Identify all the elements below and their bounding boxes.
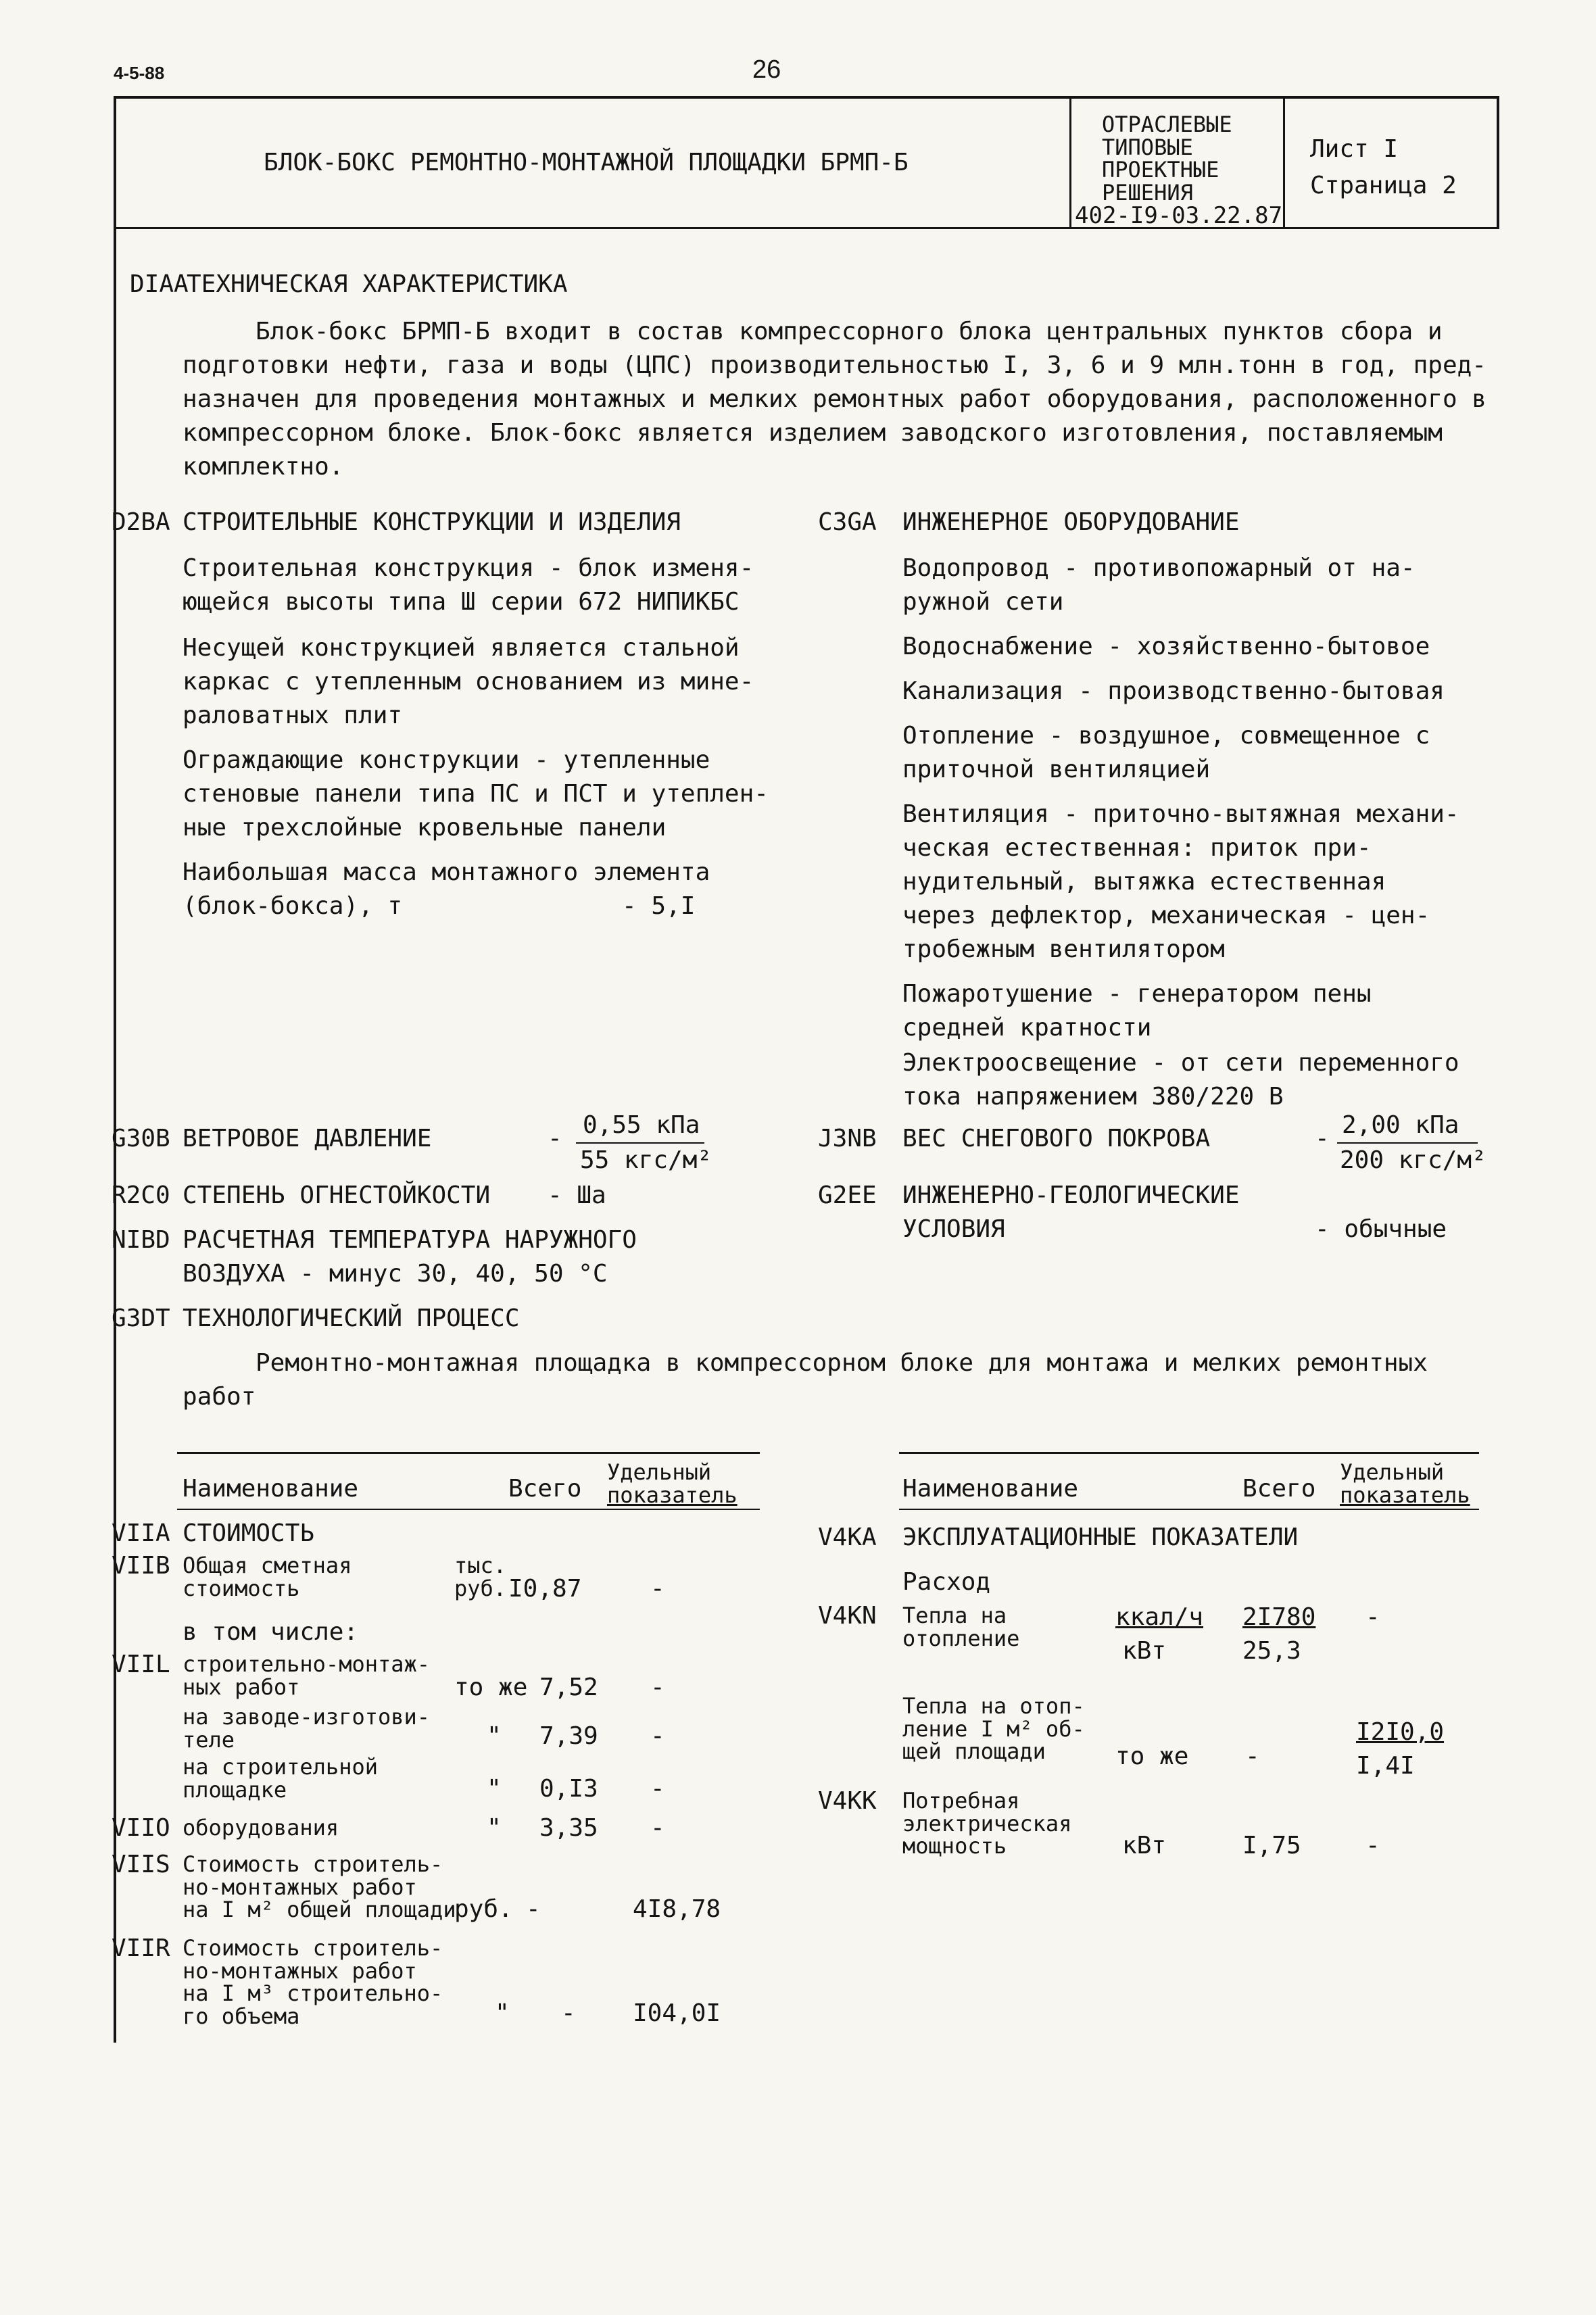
cost-row-spec: -	[650, 1674, 665, 1701]
series-label	[1102, 114, 1232, 204]
cost-row-name-line: ных работ	[183, 1674, 300, 1700]
snow-label: ВЕС СНЕГОВОГО ПОКРОВА	[902, 1125, 1211, 1152]
series-line-4: РЕШЕНИЯ	[1102, 179, 1193, 205]
eng-vent-5: тробежным вентилятором	[902, 935, 1225, 963]
series-line-3: ПРОЕКТНЫЕ	[1102, 157, 1219, 183]
cost-row-name-line: теле	[183, 1726, 235, 1753]
wind-value-kpa: 0,55 кПа	[583, 1111, 700, 1139]
eng-light-1: Электроосвещение - от сети переменного	[902, 1049, 1459, 1077]
process-code: G3DT	[112, 1305, 170, 1332]
ops-power-total: I,75	[1242, 1832, 1301, 1859]
eng-vent-4: через дефлектор, механическая - цен-	[902, 902, 1430, 929]
cost-row-name-line: но-монтажных работ	[183, 1957, 417, 1984]
eng-fire-1: Пожаротушение - генератором пены	[902, 980, 1372, 1008]
ops-power-name	[902, 1790, 1071, 1858]
ops-heat-unit-1: ккал/ч	[1115, 1603, 1204, 1631]
ops-section-code: V4KA	[818, 1524, 877, 1551]
cost-row-unit: руб.	[454, 1895, 513, 1923]
eng-light-2: тока напряжением 380/220 В	[902, 1083, 1284, 1111]
cost-row-total: I0,87	[508, 1575, 582, 1603]
cost-section-code: VIIA	[112, 1519, 170, 1547]
geo-label: ИНЖЕНЕРНО-ГЕОЛОГИЧЕСКИЕ	[902, 1181, 1240, 1209]
page-number: 26	[752, 55, 781, 84]
cost-row-spec: -	[650, 1775, 665, 1803]
cost-row-name-line: Стоимость строитель-	[183, 1935, 443, 1961]
cost-row-name-line: го объема	[183, 2003, 300, 2029]
geo-label-2: УСЛОВИЯ	[902, 1215, 1005, 1243]
section-title-engineering: ИНЖЕНЕРНОЕ ОБОРУДОВАНИЕ	[902, 508, 1240, 536]
cost-header-spec-2: показатель	[607, 1482, 737, 1508]
cost-header-spec-1: Удельный	[607, 1459, 712, 1485]
eng-heat-1: Отопление - воздушное, совмещенное с	[902, 722, 1430, 750]
eng-fire-2: средней кратности	[902, 1014, 1152, 1042]
ops-heat-area-name-line: щей площади	[902, 1738, 1046, 1765]
temp-label-2: ВОЗДУХА - минус 30, 40, 50 °С	[183, 1260, 608, 1288]
tech-line-4: компрессорном блоке. Блок-бокс является изделием заводского изготовления, поставляемым	[183, 419, 1443, 447]
ops-heat-spec: -	[1365, 1603, 1380, 1631]
cost-row-name	[183, 1706, 430, 1751]
ops-heat-area-spec-2: I,4I	[1356, 1752, 1415, 1780]
cost-row-unit-line: тыс.	[454, 1553, 507, 1578]
section-code-tech: DIAA	[130, 270, 189, 298]
cost-row-spec: I04,0I	[633, 1999, 721, 2027]
eng-water-2: ружной сети	[902, 588, 1064, 616]
cost-row-spec: -	[650, 1575, 665, 1603]
constr-mass-value: - 5,I	[622, 892, 696, 920]
fire-code: R2C0	[112, 1181, 170, 1209]
cost-row-code: VIIL	[112, 1651, 170, 1678]
wind-fraction-line	[576, 1142, 704, 1144]
geo-value: - обычные	[1315, 1215, 1447, 1243]
cost-header-spec	[607, 1461, 737, 1507]
cost-row-code: VIIR	[112, 1934, 170, 1962]
process-line-1: Ремонтно-монтажная площадка в компрессорном блоке для монтажа и мелких ремонтных	[256, 1349, 1428, 1377]
cost-section-label: СТОИМОСТЬ	[183, 1519, 315, 1547]
ops-heat-unit-2: кВт	[1122, 1637, 1167, 1665]
ops-power-name-line: мощность	[902, 1833, 1007, 1859]
cost-row-code: VIIO	[112, 1814, 170, 1842]
cost-row-name-line: Общая сметная	[183, 1553, 352, 1578]
cost-row-spec: -	[650, 1814, 665, 1842]
ops-header-spec-1: Удельный	[1340, 1459, 1445, 1485]
constr-1-1: Строительная конструкция - блок изменя-	[183, 554, 754, 582]
wind-value-kgs: 55 кгс/м²	[580, 1146, 712, 1174]
snow-fraction-line	[1337, 1142, 1478, 1144]
constr-3-2: стеновые панели типа ПС и ПСТ и утеплен-	[183, 780, 769, 808]
cost-row-total: 3,35	[539, 1814, 598, 1842]
cost-row-name-line: но-монтажных работ	[183, 1874, 417, 1900]
eng-vent-1: Вентиляция - приточно-вытяжная механи-	[902, 800, 1459, 828]
snow-value-kpa: 2,00 кПа	[1342, 1111, 1459, 1139]
ops-heat-area-name-line: ление I м² об-	[902, 1715, 1085, 1742]
ops-heat-area-spec-1: I2I0,0	[1356, 1718, 1445, 1746]
cost-row-unit: "	[487, 1775, 502, 1803]
cost-row-including: в том числе:	[183, 1618, 359, 1646]
series-line-2: ТИПОВЫЕ	[1102, 134, 1193, 160]
constr-2-2: каркас с утепленным основанием из мине-	[183, 668, 754, 696]
cost-row-unit-line: руб.	[454, 1575, 507, 1601]
cost-row-code: VIIS	[112, 1851, 170, 1878]
cost-row-total: 7,39	[539, 1722, 598, 1750]
constr-3-1: Ограждающие конструкции - утепленные	[183, 746, 710, 774]
series-code: 402-I9-03.22.87	[1075, 202, 1283, 229]
cost-row-total: -	[561, 1999, 576, 2027]
snow-value-kgs: 200 кгс/м²	[1340, 1146, 1486, 1174]
constr-2-3: раловатных плит	[183, 702, 403, 729]
fire-label: СТЕПЕНЬ ОГНЕСТОЙКОСТИ	[183, 1181, 491, 1209]
cost-row-spec: 4I8,78	[633, 1895, 721, 1923]
cost-row-name-line: на строительной	[183, 1754, 378, 1780]
ops-heat-name	[902, 1605, 1019, 1650]
cost-header-name: Наименование	[183, 1475, 359, 1503]
cost-header-total: Всего	[508, 1475, 582, 1503]
cost-row-name-line: Стоимость строитель-	[183, 1851, 443, 1877]
constr-1-2: ющейся высоты типа Ш серии 672 НИПИКБС	[183, 588, 740, 616]
wind-dash: -	[548, 1125, 562, 1152]
tech-line-5: комплектно.	[183, 453, 344, 481]
cost-row-name-line: на I м² общей площади	[183, 1897, 456, 1923]
ops-header-spec	[1340, 1461, 1470, 1507]
cost-row-spec: -	[650, 1722, 665, 1750]
cost-row-name: оборудования	[183, 1815, 339, 1841]
document-title: БЛОК-БОКС РЕМОНТНО-МОНТАЖНОЙ ПЛОЩАДКИ БРМП-Б	[264, 149, 909, 176]
ops-heat-name-line: Тепла на	[902, 1603, 1007, 1628]
page-label: Страница 2	[1310, 172, 1457, 199]
cost-row-code: VIIB	[112, 1552, 170, 1580]
cost-row-name-line: на I м³ строительно-	[183, 1980, 443, 2007]
cost-row-name	[183, 1756, 378, 1801]
ops-header-spec-2: показатель	[1340, 1482, 1470, 1508]
tech-line-3: назначен для проведения монтажных и мелких ремонтных работ оборудования, расположенного в	[183, 385, 1486, 413]
process-line-2: работ	[183, 1383, 256, 1411]
ops-heat-total-2: 25,3	[1242, 1637, 1301, 1665]
cost-row-unit: то же	[454, 1674, 528, 1701]
cost-row-unit: "	[487, 1814, 502, 1842]
section-code-engineering: C3GA	[818, 508, 877, 536]
eng-sewer: Канализация - производственно-бытовая	[902, 677, 1445, 705]
eng-water-1: Водопровод - противопожарный от на-	[902, 554, 1416, 582]
cost-row-unit: "	[495, 1999, 510, 2027]
tech-line-2: подготовки нефти, газа и воды (ЦПС) производительностью I, 3, 6 и 9 млн.тонн в год, пред-	[183, 351, 1486, 379]
cost-row-total: -	[526, 1895, 541, 1923]
constr-3-3: ные трехслойные кровельные панели	[183, 814, 667, 842]
ops-power-spec: -	[1365, 1832, 1380, 1859]
cost-row-name-line: строительно-монтаж-	[183, 1651, 431, 1677]
constr-2-1: Несущей конструкцией является стальной	[183, 634, 740, 662]
ops-power-unit: кВт	[1122, 1832, 1167, 1859]
ops-heat-total-1: 2I780	[1242, 1603, 1316, 1631]
wind-code: G30B	[112, 1125, 170, 1152]
temp-code: NIBD	[112, 1226, 170, 1254]
ops-header-total: Всего	[1242, 1475, 1316, 1503]
ops-heat-area-unit: то же	[1115, 1743, 1189, 1770]
sheet-label: Лист I	[1310, 135, 1399, 163]
tech-line-1: Блок-бокс БРМП-Б входит в состав компрессорного блока центральных пунктов сбора и	[256, 318, 1443, 345]
cost-row-unit: "	[487, 1722, 502, 1750]
constr-4-1: Наибольшая масса монтажного элемента	[183, 858, 710, 886]
cost-row-name-line: стоимость	[183, 1575, 300, 1601]
ops-power-code: V4KK	[818, 1787, 877, 1815]
eng-heat-2: приточной вентиляцией	[902, 756, 1211, 783]
series-line-1: ОТРАСЛЕВЫЕ	[1102, 112, 1232, 137]
ops-heat-code: V4KN	[818, 1602, 877, 1630]
cost-row-total: 0,I3	[539, 1775, 598, 1803]
ops-heat-area-total: -	[1245, 1743, 1260, 1770]
cost-row-name	[183, 1555, 352, 1600]
section-code-constructions: D2BA	[112, 508, 170, 536]
section-title-tech: ТЕХНИЧЕСКАЯ ХАРАКТЕРИСТИКА	[187, 270, 568, 298]
ops-heat-area-name	[902, 1695, 1085, 1763]
ops-power-name-line: Потребная	[902, 1788, 1020, 1813]
fire-value: - Шa	[548, 1181, 606, 1209]
ops-power-name-line: электрическая	[902, 1810, 1072, 1836]
snow-dash: -	[1315, 1125, 1330, 1152]
ops-header-name: Наименование	[902, 1475, 1079, 1503]
cost-row-name	[183, 1937, 443, 2028]
cost-row-total: 7,52	[539, 1674, 598, 1701]
section-title-constructions: СТРОИТЕЛЬНЫЕ КОНСТРУКЦИИ И ИЗДЕЛИЯ	[183, 508, 681, 536]
cost-row-name	[183, 1653, 430, 1699]
cost-row-unit	[454, 1555, 506, 1600]
cost-row-name-line: на заводе-изготови-	[183, 1704, 431, 1730]
geo-code: G2EE	[818, 1181, 877, 1209]
temp-label: РАСЧЕТНАЯ ТЕМПЕРАТУРА НАРУЖНОГО	[183, 1226, 637, 1254]
ops-heat-name-line: отопление	[902, 1625, 1020, 1651]
eng-vent-2: ческая естественная: приток при-	[902, 834, 1372, 862]
wind-label: ВЕТРОВОЕ ДАВЛЕНИЕ	[183, 1125, 432, 1152]
eng-supply: Водоснабжение - хозяйственно-бытовое	[902, 633, 1430, 660]
snow-code: J3NB	[818, 1125, 877, 1152]
ops-consumption-label: Расход	[902, 1568, 991, 1596]
ops-heat-area-name-line: Тепла на отоп-	[902, 1693, 1085, 1719]
eng-vent-3: нудительный, вытяжка естественная	[902, 868, 1386, 896]
ops-section-label: ЭКСПЛУАТАЦИОННЫЕ ПОКАЗАТЕЛИ	[902, 1524, 1299, 1551]
constr-4-2: (блок-бокса), т	[183, 892, 403, 920]
cost-row-name-line: площадке	[183, 1776, 287, 1803]
process-title: ТЕХНОЛОГИЧЕСКИЙ ПРОЦЕСС	[183, 1305, 520, 1332]
cost-row-name	[183, 1853, 456, 1922]
doc-stamp: 4-5-88	[114, 63, 165, 83]
